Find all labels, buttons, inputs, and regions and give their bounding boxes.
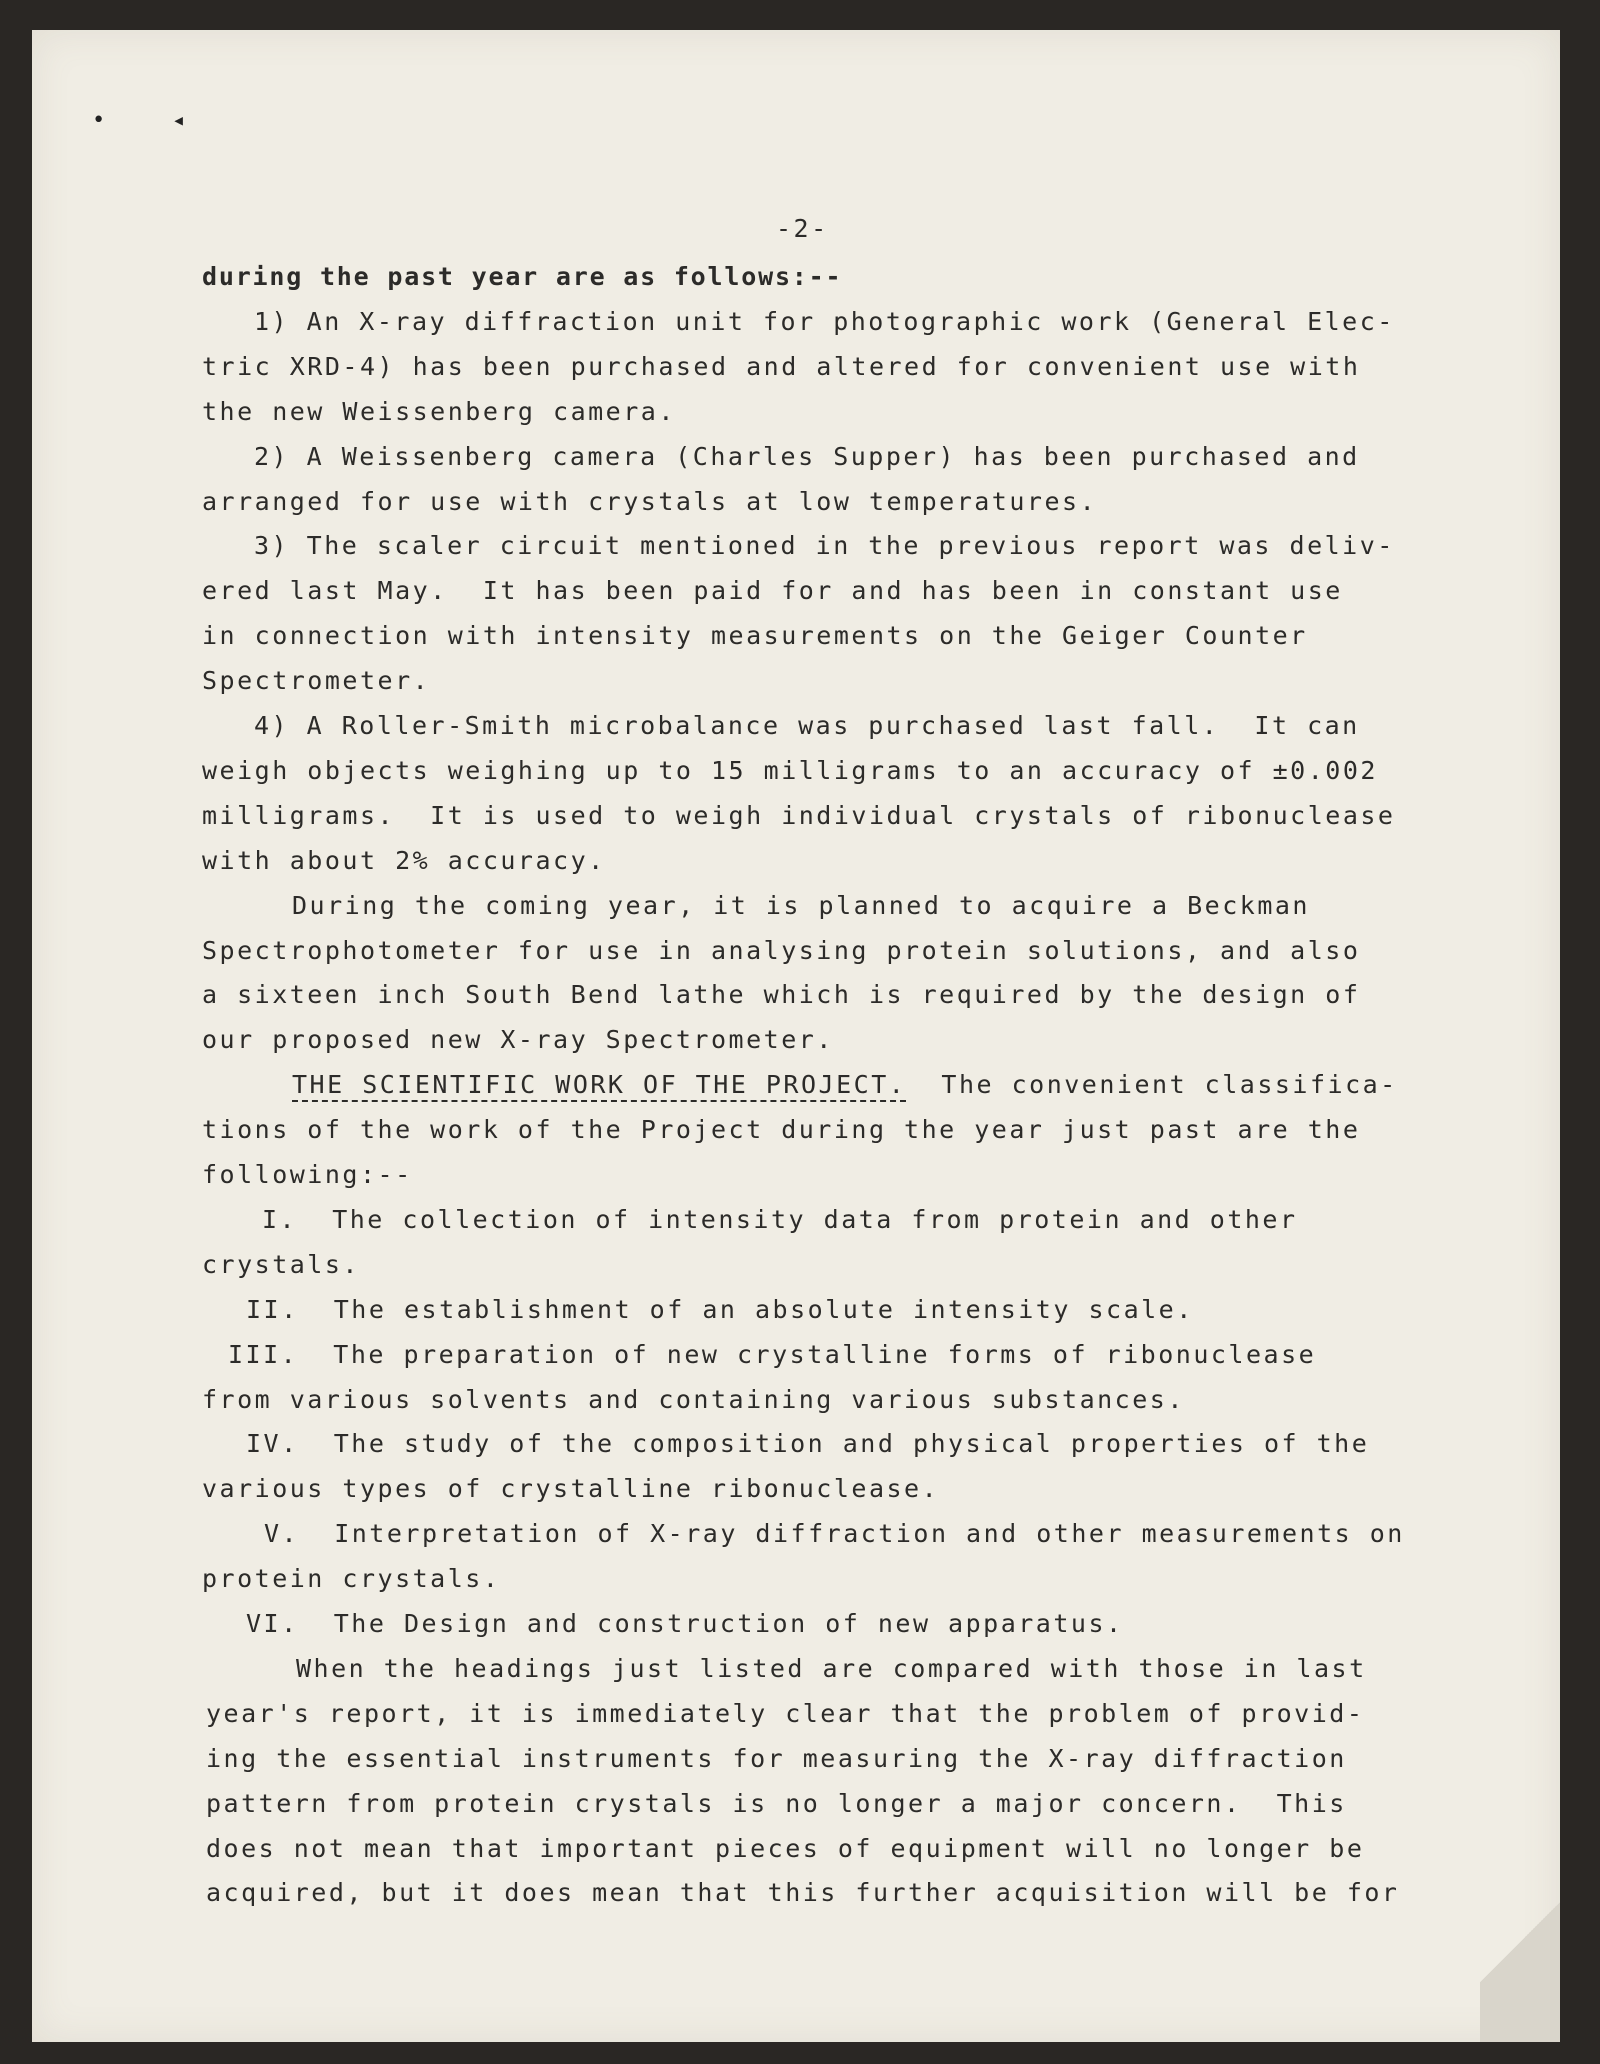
text-line: in connection with intensity measurements on the Geiger Counter — [202, 621, 1308, 650]
section-heading-text: The convenient classifica- — [906, 1070, 1398, 1099]
text-line: tric XRD-4) has been purchased and altered for convenient use with — [202, 352, 1361, 381]
text-line: III. The preparation of new crystalline forms of ribonuclease — [228, 1340, 1317, 1369]
text-line — [292, 1070, 1398, 1100]
text-line: our proposed new X-ray Spectrometer. — [202, 1025, 834, 1054]
text-line: crystals. — [202, 1250, 360, 1279]
text-line: V. Interpretation of X-ray diffraction and other measurements on — [264, 1519, 1405, 1548]
text-line: 3) The scaler circuit mentioned in the previous report was deliv- — [254, 531, 1395, 560]
text-line: During the coming year, it is planned to acquire a Beckman — [292, 891, 1310, 920]
text-line: Spectrophotometer for use in analysing protein solutions, and also — [202, 936, 1361, 965]
text-line: from various solvents and containing various substances. — [202, 1385, 1185, 1414]
text-line: Spectrometer. — [202, 666, 431, 695]
margin-mark-right: ◂ — [172, 108, 186, 133]
text-line: 2) A Weissenberg camera (Charles Supper) has been purchased and — [254, 442, 1360, 471]
text-line: protein crystals. — [202, 1564, 501, 1593]
text-line: milligrams. It is used to weigh individual crystals of ribonuclease — [202, 801, 1396, 830]
text-line: weigh objects weighing up to 15 milligrams to an accuracy of ±0.002 — [202, 756, 1378, 785]
text-line: arranged for use with crystals at low temperatures. — [202, 487, 1098, 516]
text-line: a sixteen inch South Bend lathe which is required by the design of — [202, 980, 1361, 1009]
text-line: various types of crystalline ribonuclease. — [202, 1474, 940, 1503]
text-line: does not mean that important pieces of equipment will no longer be — [206, 1834, 1365, 1863]
text-line: VI. The Design and construction of new apparatus. — [246, 1609, 1124, 1638]
text-line: ered last May. It has been paid for and has been in constant use — [202, 576, 1343, 605]
text-line: following:-- — [202, 1160, 413, 1189]
text-line: When the headings just listed are compared with those in last — [296, 1654, 1367, 1683]
page-number: -2- — [776, 214, 829, 243]
text-line: with about 2% accuracy. — [202, 846, 606, 875]
text-line: 4) A Roller-Smith microbalance was purchased last fall. It can — [254, 711, 1360, 740]
text-line: 1) An X-ray diffraction unit for photographic work (General Elec- — [254, 307, 1395, 336]
text-line: tions of the work of the Project during the year just past are the — [202, 1115, 1361, 1144]
text-line: II. The establishment of an absolute intensity scale. — [246, 1295, 1194, 1324]
text-line: during the past year are as follows:-- — [202, 262, 843, 291]
text-line: pattern from protein crystals is no longer a major concern. This — [206, 1789, 1347, 1818]
text-line: I. The collection of intensity data from protein and other — [262, 1205, 1298, 1234]
text-line: ing the essential instruments for measuring the X-ray diffraction — [206, 1744, 1347, 1773]
text-line: IV. The study of the composition and physical properties of the — [246, 1429, 1370, 1458]
text-line: the new Weissenberg camera. — [202, 397, 676, 426]
folded-corner — [1480, 1842, 1560, 2042]
text-line: year's report, it is immediately clear that the problem of provid- — [206, 1699, 1365, 1728]
margin-mark-left: • — [92, 108, 106, 133]
text-line: acquired, but it does mean that this further acquisition will be for — [206, 1878, 1400, 1907]
section-heading: THE SCIENTIFIC WORK OF THE PROJECT. — [292, 1070, 906, 1102]
